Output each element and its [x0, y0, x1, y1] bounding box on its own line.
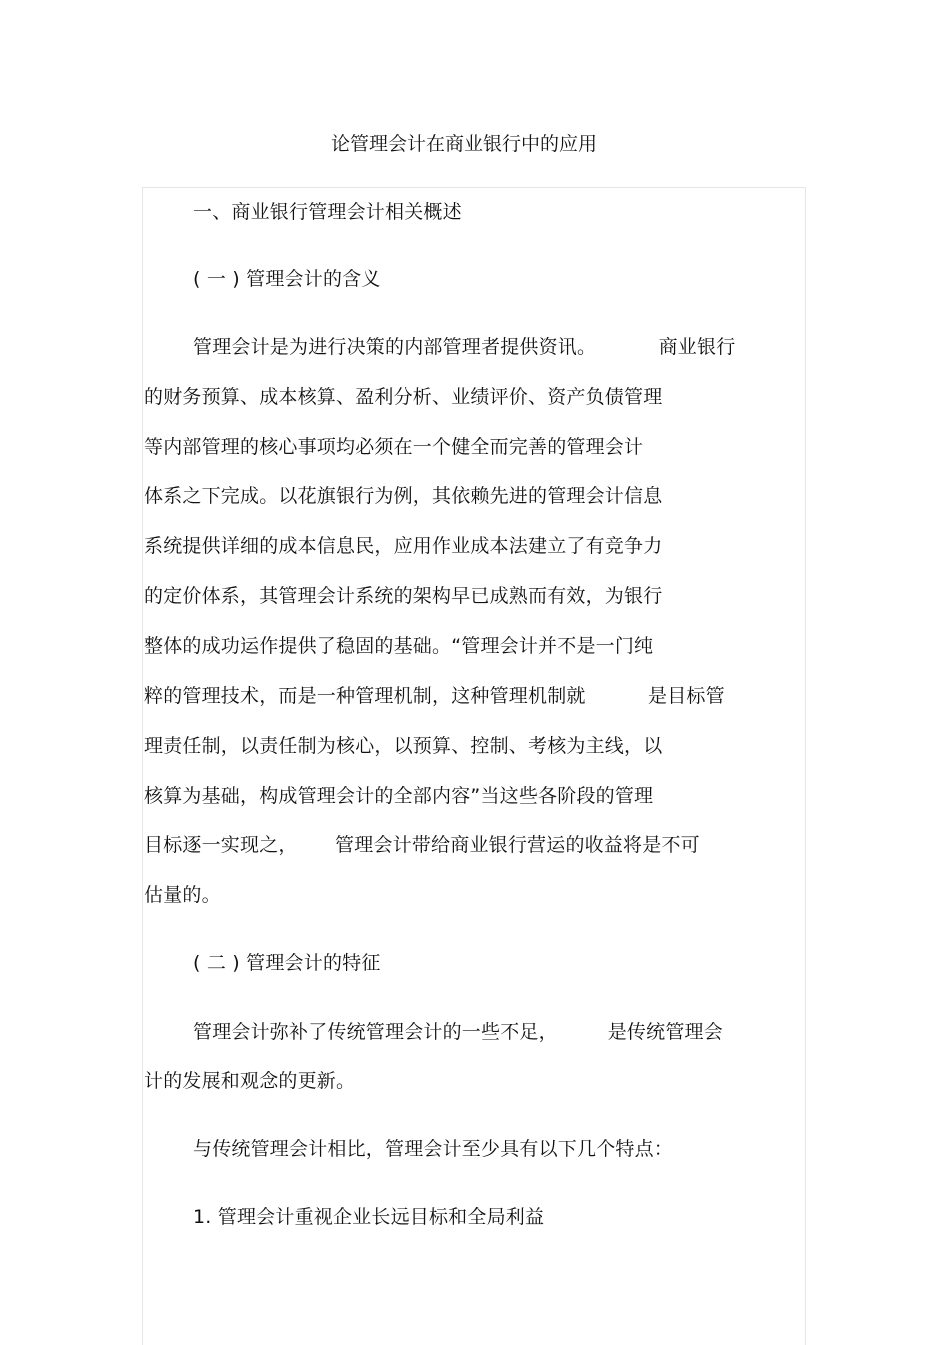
paragraph-line: 等内部管理的核心事项均必须在一个健全而完善的管理会计 [144, 436, 644, 458]
paragraph-line: 的定价体系，其管理会计系统的架构早已成熟而有效，为银行 [144, 585, 663, 607]
paragraph-line: 粹的管理技术，而是一种管理机制，这种管理机制就 是目标管 [144, 685, 725, 707]
content-frame [142, 187, 806, 1345]
section-heading: 一、商业银行管理会计相关概述 [193, 201, 462, 223]
subsection-heading: ( 一 ) 管理会计的含义 [193, 268, 381, 290]
paragraph-line: 整体的成功运作提供了稳固的基础。“管理会计并不是一门纯 [144, 635, 654, 657]
paragraph-line: 管理会计是为进行决策的内部管理者提供资讯。 商业银行 [193, 336, 736, 358]
page-title: 论管理会计在商业银行中的应用 [330, 133, 597, 155]
paragraph-line: 计的发展和观念的更新。 [144, 1070, 356, 1092]
paragraph-line: 目标逐一实现之， 管理会计带给商业银行营运的收益将是不可 [144, 834, 700, 856]
paragraph-line: 核算为基础，构成管理会计的全部内容”当这些各阶段的管理 [144, 785, 654, 807]
list-item: 1. 管理会计重视企业长远目标和全局利益 [193, 1206, 545, 1228]
paragraph-line: 估量的。 [144, 884, 221, 906]
paragraph-line: 系统提供详细的成本信息民，应用作业成本法建立了有竞争力 [144, 535, 663, 557]
paragraph-line: 理责任制，以责任制为核心，以预算、控制、考核为主线，以 [144, 735, 663, 757]
subsection-heading: ( 二 ) 管理会计的特征 [193, 952, 381, 974]
paragraph-line: 体系之下完成。以花旗银行为例，其依赖先进的管理会计信息 [144, 485, 663, 507]
paragraph-line: 与传统管理会计相比，管理会计至少具有以下几个特点： [193, 1138, 674, 1160]
paragraph-line: 管理会计弥补了传统管理会计的一些不足， 是传统管理会 [193, 1021, 723, 1043]
paragraph-line: 的财务预算、成本核算、盈利分析、业绩评价、资产负债管理 [144, 386, 663, 408]
